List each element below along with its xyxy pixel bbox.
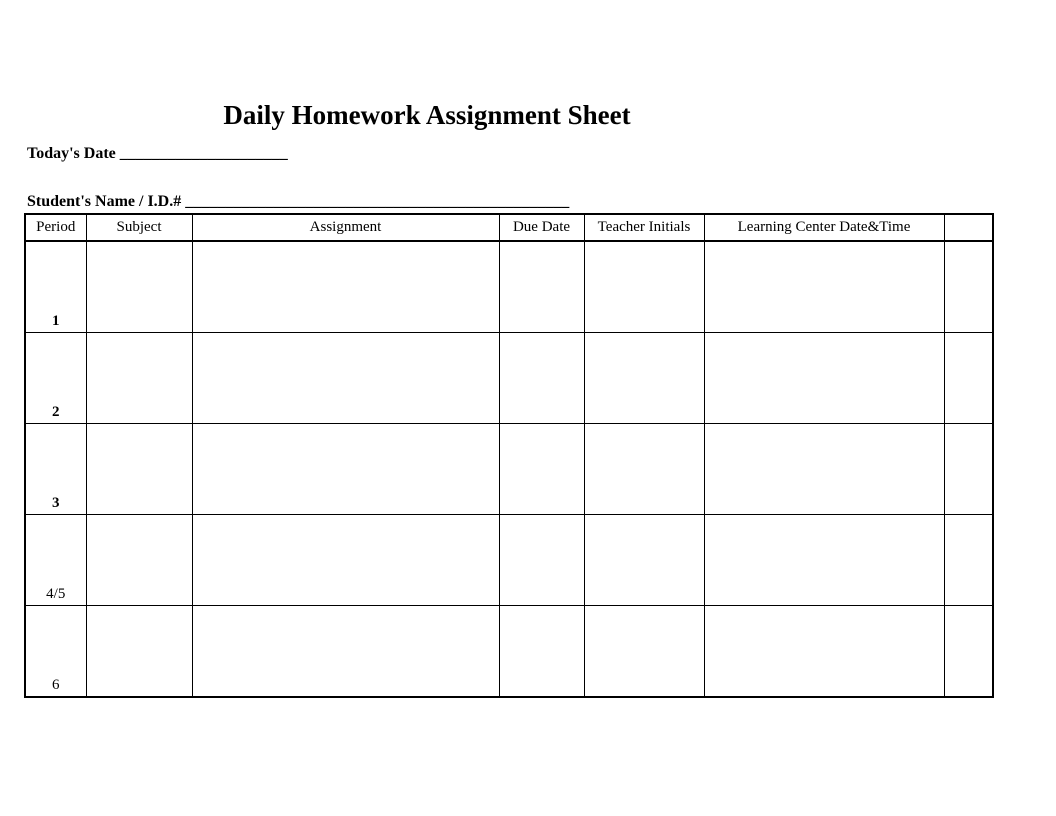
todays-date-blank: _____________________ bbox=[119, 145, 288, 162]
due-date-cell[interactable] bbox=[499, 241, 584, 333]
subject-cell[interactable] bbox=[86, 333, 192, 424]
due-date-cell[interactable] bbox=[499, 515, 584, 606]
extra-cell[interactable] bbox=[944, 515, 993, 606]
extra-cell[interactable] bbox=[944, 333, 993, 424]
table-row bbox=[25, 424, 993, 515]
period-cell: 6 bbox=[25, 606, 86, 698]
subject-cell[interactable] bbox=[86, 241, 192, 333]
due-date-cell[interactable] bbox=[499, 424, 584, 515]
column-header-learning-center: Learning Center Date&Time bbox=[704, 214, 944, 241]
student-name-label: Student's Name / I.D.# bbox=[27, 193, 182, 210]
period-cell: 4/5 bbox=[25, 515, 86, 606]
student-name-field bbox=[27, 192, 569, 212]
column-header-blank bbox=[944, 214, 993, 241]
learning-center-cell[interactable] bbox=[704, 424, 944, 515]
table-header-row bbox=[25, 214, 993, 241]
subject-cell[interactable] bbox=[86, 515, 192, 606]
due-date-cell[interactable] bbox=[499, 606, 584, 698]
assignment-table bbox=[24, 213, 994, 698]
column-header-period: Period bbox=[25, 214, 86, 241]
teacher-initials-cell[interactable] bbox=[584, 515, 704, 606]
assignment-cell[interactable] bbox=[192, 424, 499, 515]
todays-date-label: Today's Date bbox=[27, 145, 116, 162]
teacher-initials-cell[interactable] bbox=[584, 241, 704, 333]
learning-center-cell[interactable] bbox=[704, 606, 944, 698]
teacher-initials-cell[interactable] bbox=[584, 333, 704, 424]
teacher-initials-cell[interactable] bbox=[584, 606, 704, 698]
assignment-cell[interactable] bbox=[192, 333, 499, 424]
extra-cell[interactable] bbox=[944, 606, 993, 698]
table-row bbox=[25, 606, 993, 698]
column-header-subject: Subject bbox=[86, 214, 192, 241]
column-header-teacher-initials: Teacher Initials bbox=[584, 214, 704, 241]
assignment-cell[interactable] bbox=[192, 515, 499, 606]
page-title: Daily Homework Assignment Sheet bbox=[223, 100, 631, 130]
period-cell: 3 bbox=[25, 424, 86, 515]
assignment-cell[interactable] bbox=[192, 241, 499, 333]
teacher-initials-cell[interactable] bbox=[584, 424, 704, 515]
table-row bbox=[25, 515, 993, 606]
todays-date-field bbox=[27, 144, 288, 164]
learning-center-cell[interactable] bbox=[704, 515, 944, 606]
assignment-cell[interactable] bbox=[192, 606, 499, 698]
column-header-due-date: Due Date bbox=[499, 214, 584, 241]
subject-cell[interactable] bbox=[86, 606, 192, 698]
subject-cell[interactable] bbox=[86, 424, 192, 515]
extra-cell[interactable] bbox=[944, 424, 993, 515]
learning-center-cell[interactable] bbox=[704, 333, 944, 424]
learning-center-cell[interactable] bbox=[704, 241, 944, 333]
due-date-cell[interactable] bbox=[499, 333, 584, 424]
column-header-assignment: Assignment bbox=[192, 214, 499, 241]
period-cell: 2 bbox=[25, 333, 86, 424]
table-row bbox=[25, 241, 993, 333]
period-cell: 1 bbox=[25, 241, 86, 333]
extra-cell[interactable] bbox=[944, 241, 993, 333]
table-row bbox=[25, 333, 993, 424]
student-name-blank: ________________________________________________ bbox=[185, 193, 570, 210]
